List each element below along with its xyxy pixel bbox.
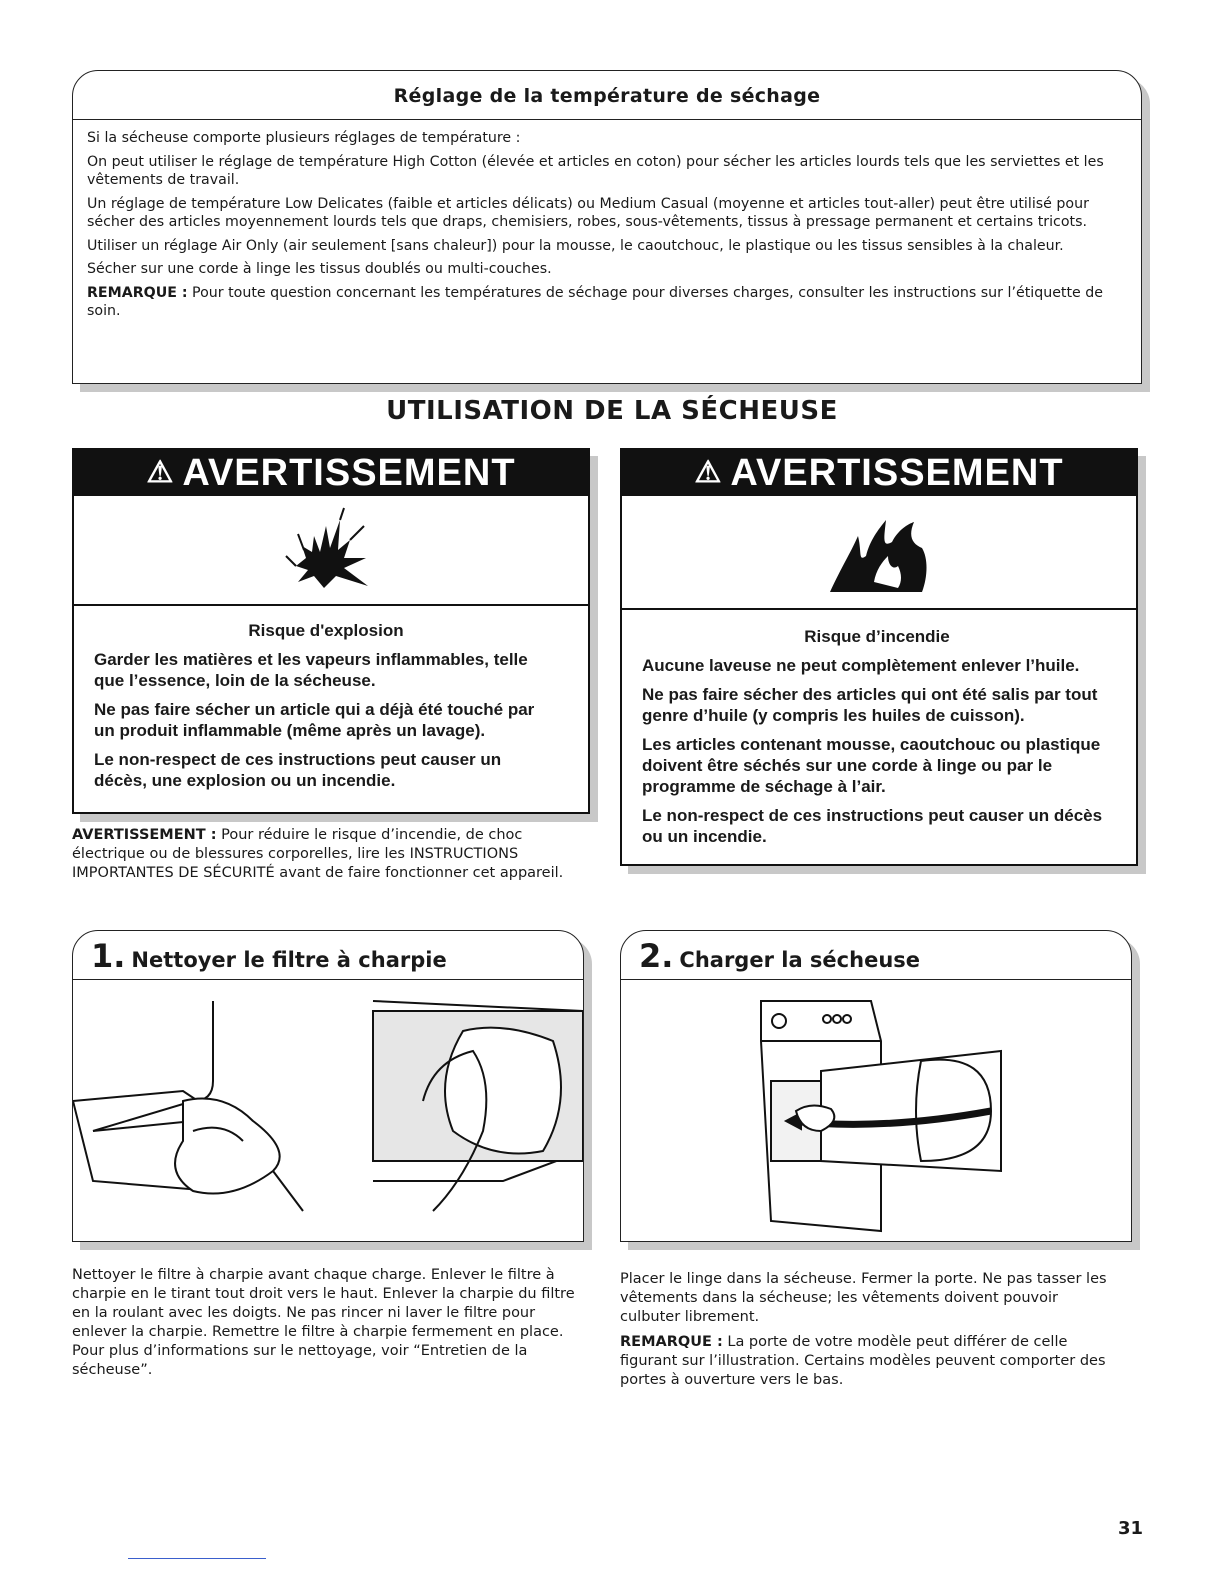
paragraph: Placer le linge dans la sécheuse. Fermer la porte. Ne pas tasser les vêtements dans la sécheuse; les vêtements doivent pouvoir culbuter librement. [620, 1271, 1107, 1325]
lint-filter-illustration [73, 981, 583, 1241]
divider [621, 979, 1131, 980]
risk-title: Risque d'explosion [248, 621, 404, 640]
warning-triangle-icon: ⚠ [146, 456, 175, 489]
risk-title: Risque d’incendie [804, 627, 950, 646]
temperature-settings-body [87, 129, 1105, 326]
divider [73, 979, 583, 980]
warning-line: Le non-respect de ces instructions peut causer un décès ou un incendie. [642, 806, 1103, 846]
step-number: 1. [91, 937, 126, 975]
warning-box-fire [620, 448, 1138, 866]
paragraph: On peut utiliser le réglage de température High Cotton (élevée et articles en coton) pour sécher les articles lourds tels que les serviettes et les vêtements de travail. [87, 153, 1104, 188]
temperature-settings-box [72, 70, 1142, 384]
warning-line: Ne pas faire sécher des articles qui ont été salis par tout genre d’huile (y compris les huiles de cuisson). [642, 685, 1098, 725]
step-number: 2. [639, 937, 674, 975]
step-load-dryer [620, 930, 1132, 1242]
step-title [91, 937, 447, 975]
note-text: Pour toute question concernant les températures de séchage pour diverses charges, consulter les instructions sur l’étiquette de soin. [87, 284, 1104, 319]
note-text: La porte de votre modèle peut différer de celle figurant sur l’illustration. Certains modèles peuvent comporter des portes à ouverture vers le bas. [620, 1334, 1106, 1388]
warning-triangle-icon: ⚠ [694, 456, 723, 489]
dryer-loading-illustration [621, 981, 1131, 1241]
step-title-text: Nettoyer le filtre à charpie [131, 948, 447, 972]
paragraph: Sécher sur une corde à linge les tissus doublés ou multi-couches. [87, 261, 552, 277]
warning-line: Le non-respect de ces instructions peut causer un décès, une explosion ou un incendie. [94, 750, 502, 790]
warning-line: Garder les matières et les vapeurs inflammables, telle que l’essence, loin de la sécheuse. [94, 650, 528, 690]
temperature-settings-title: Réglage de la température de séchage [393, 85, 821, 107]
footer-rule [128, 1558, 266, 1559]
warning-line: Ne pas faire sécher un article qui a déjà été touché par un produit inflammable (même après un lavage). [94, 700, 535, 740]
safety-note-label: AVERTISSEMENT : [72, 827, 217, 843]
step-title-text: Charger la sécheuse [679, 948, 921, 972]
note-label: REMARQUE : [620, 1334, 723, 1350]
safety-note [72, 826, 572, 883]
divider [73, 119, 1141, 120]
safety-note-text: Pour réduire le risque d’incendie, de choc électrique ou de blessures corporelles, lire les INSTRUCTIONS IMPORTANTES DE SÉCURITÉ avant de faire fonctionner cet appareil. [72, 827, 564, 881]
warning-header [622, 450, 1136, 496]
note-paragraph [620, 1333, 1120, 1390]
warning-line: Les articles contenant mousse, caoutchouc ou plastique doivent être séchés sur une corde à linge ou par le programme de séchage à l’air. [642, 735, 1101, 796]
step-clean-lint-filter [72, 930, 584, 1242]
paragraph: Un réglage de température Low Delicates (faible et articles délicats) ou Medium Casual (moyenne et articles tout-aller) peut être utilisé pour sécher des articles moyennement lourds tels que draps, chemisiers, robes, sous-vêtements, tissus à pressage permanent et certains tricots. [87, 195, 1089, 230]
step2-description [620, 1270, 1120, 1396]
warning-header-label: AVERTISSEMENT [182, 452, 516, 494]
step-title [639, 937, 920, 975]
warning-line: Aucune laveuse ne peut complètement enlever l’huile. [642, 656, 1080, 675]
page-number: 31 [1118, 1518, 1144, 1539]
section-title: UTILISATION DE LA SÉCHEUSE [386, 396, 838, 426]
explosion-icon [74, 496, 588, 606]
fire-icon [622, 496, 1136, 610]
warning-header [74, 450, 588, 496]
paragraph: Si la sécheuse comporte plusieurs réglages de température : [87, 130, 521, 146]
note-paragraph [87, 284, 1105, 321]
paragraph: Utiliser un réglage Air Only (air seulement [sans chaleur]) pour la mousse, le caoutchouc, le plastique ou les tissus sensibles à la chaleur. [87, 237, 1064, 254]
warning-text [622, 626, 1136, 855]
warning-text [74, 620, 588, 799]
warning-header-label: AVERTISSEMENT [730, 452, 1064, 494]
note-label: REMARQUE : [87, 284, 188, 301]
warning-box-explosion [72, 448, 590, 814]
step1-description [72, 1266, 582, 1386]
paragraph: Nettoyer le filtre à charpie avant chaque charge. Enlever le filtre à charpie en le tirant tout droit vers le haut. Enlever la charpie du filtre en la roulant avec les doigts. Ne pas rincer ni laver le filtre pour enlever la charpie. Remettre le filtre à charpie fermement en place. Pour plus d’informations sur le nettoyage, voir “Entretien de la sécheuse”. [72, 1267, 575, 1378]
